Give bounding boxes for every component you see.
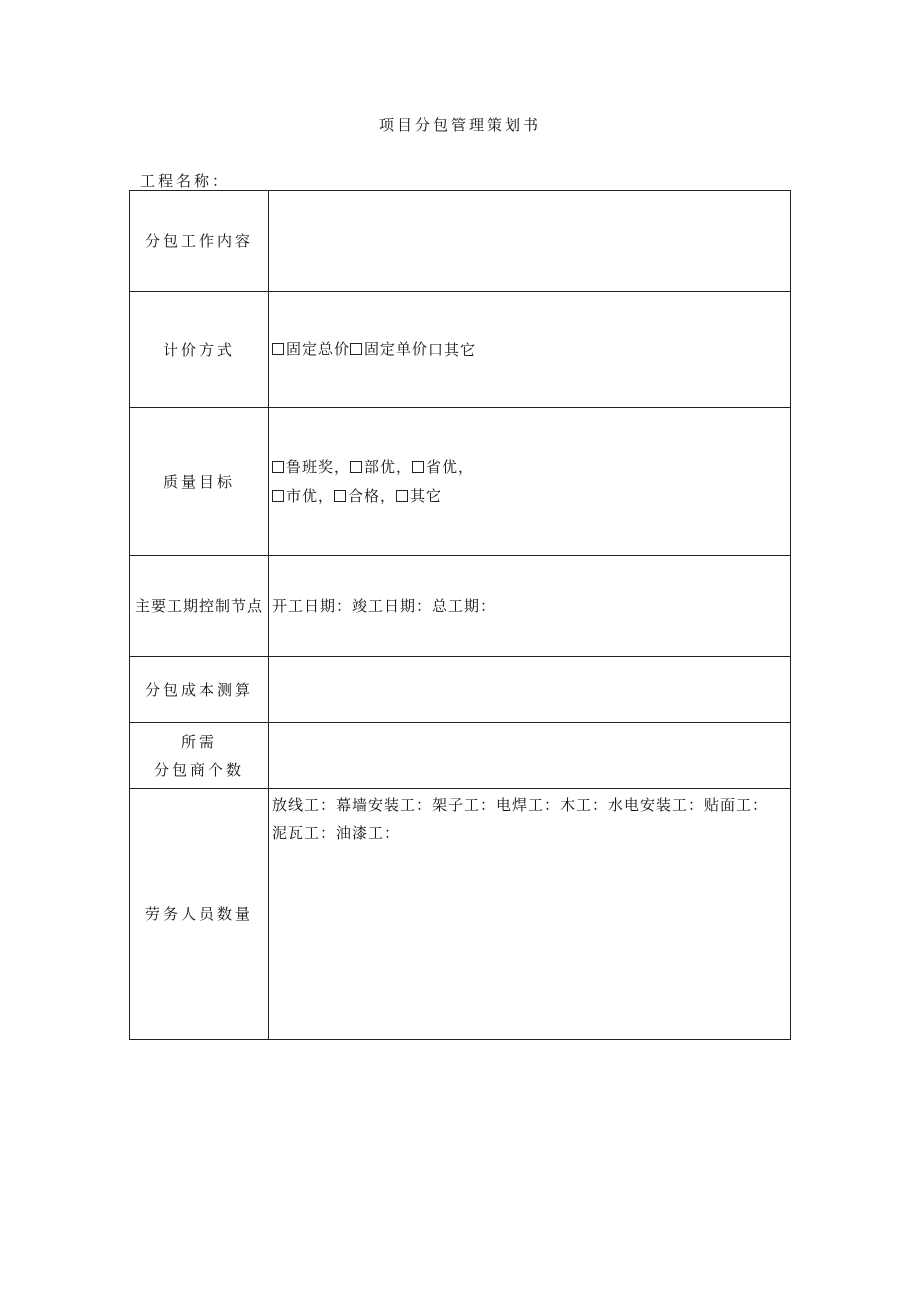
pricing-value xyxy=(269,292,791,408)
pricing-option-fixed-total[interactable] xyxy=(272,335,350,363)
quality-option-luban[interactable] xyxy=(272,453,350,481)
checkbox-icon[interactable] xyxy=(412,461,424,473)
quality-option-other[interactable] xyxy=(396,482,442,510)
pricing-label: 计价方式 xyxy=(130,292,269,408)
scope-label: 分包工作内容 xyxy=(130,191,269,292)
checkbox-icon[interactable] xyxy=(272,343,284,355)
project-name-label: 工程名称： xyxy=(140,172,231,190)
quality-option-label: 合格， xyxy=(348,486,397,505)
quality-label: 质量目标 xyxy=(130,408,269,556)
checkbox-icon[interactable] xyxy=(396,490,408,502)
pricing-option-other[interactable] xyxy=(428,336,476,364)
quality-option-city[interactable] xyxy=(272,482,334,510)
table-row xyxy=(130,657,791,723)
pricing-other-marker: 口 xyxy=(428,341,445,359)
quality-option-label: 其它 xyxy=(410,486,443,505)
count-label xyxy=(130,723,269,789)
table-row xyxy=(130,408,791,556)
table-row xyxy=(130,292,791,408)
pricing-option-fixed-unit[interactable] xyxy=(350,335,428,363)
checkbox-icon[interactable] xyxy=(272,461,284,473)
pricing-option-label: 固定单价 xyxy=(364,340,429,358)
table-row xyxy=(130,556,791,657)
labor-value xyxy=(269,789,791,1040)
quality-option-label: 部优， xyxy=(364,457,413,476)
plan-table xyxy=(129,190,791,1040)
scope-value[interactable] xyxy=(269,191,791,292)
table-row xyxy=(130,191,791,292)
schedule-label: 主要工期控制节点 xyxy=(130,556,269,657)
quality-option-label: 鲁班奖， xyxy=(286,457,351,476)
quality-option-province[interactable] xyxy=(412,453,474,481)
count-label-line1: 所需 xyxy=(180,732,217,751)
pricing-option-label: 其它 xyxy=(444,341,477,359)
pricing-option-label: 固定总价 xyxy=(286,340,351,358)
count-label-line2: 分包商个数 xyxy=(153,760,244,779)
cost-value[interactable] xyxy=(269,657,791,723)
labor-label: 劳务人员数量 xyxy=(130,789,269,1040)
schedule-value: 开工日期：竣工日期：总工期： xyxy=(269,556,791,657)
quality-value xyxy=(269,408,791,556)
table-row xyxy=(130,723,791,789)
quality-option-qualified[interactable] xyxy=(334,482,396,510)
labor-line2: 泥瓦工：油漆工： xyxy=(272,824,401,842)
count-value[interactable] xyxy=(269,723,791,789)
cost-label: 分包成本测算 xyxy=(130,657,269,723)
checkbox-icon[interactable] xyxy=(272,490,284,502)
document-title: 项目分包管理策划书 xyxy=(378,116,541,134)
quality-option-ministry[interactable] xyxy=(350,453,412,481)
quality-option-label: 省优， xyxy=(426,457,475,476)
labor-line1: 放线工：幕墙安装工：架子工：电焊工：木工：水电安装工：贴面工： xyxy=(272,796,769,814)
table-row xyxy=(130,789,791,1040)
checkbox-icon[interactable] xyxy=(350,461,362,473)
checkbox-icon[interactable] xyxy=(350,343,362,355)
checkbox-icon[interactable] xyxy=(334,490,346,502)
quality-option-label: 市优， xyxy=(286,486,335,505)
